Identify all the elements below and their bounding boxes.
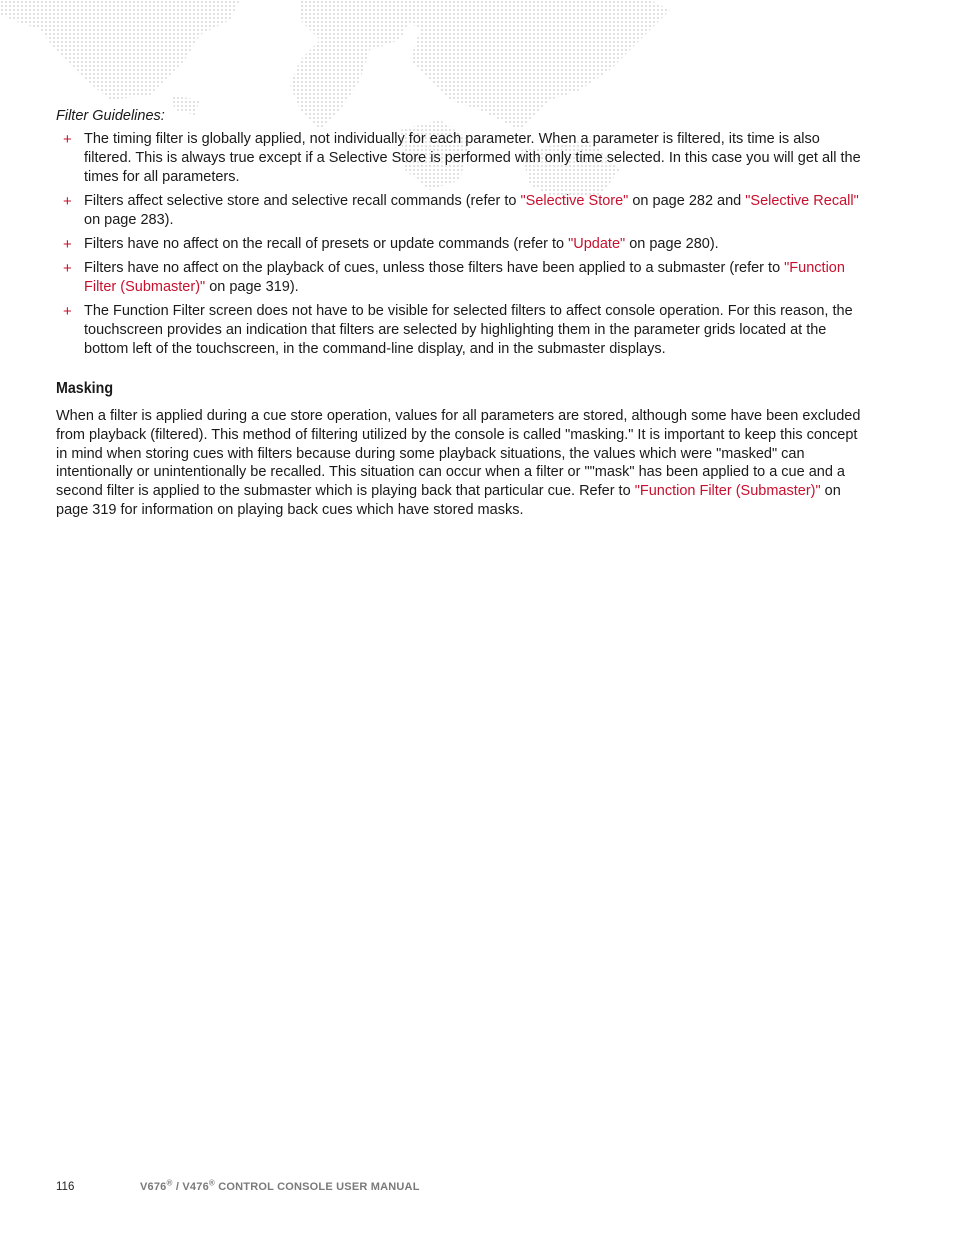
link-function-filter-submaster[interactable]: "Function Filter (Submaster)" (634, 483, 821, 500)
paragraph-text: on page 319 for information on playing back cues which have stored masks. (56, 483, 841, 518)
registered-mark: ® (166, 1178, 173, 1187)
guidelines-list (56, 130, 868, 359)
model-v476: V476 (182, 1180, 209, 1193)
list-item (56, 192, 868, 230)
manual-title (140, 1178, 420, 1193)
list-item-text: Filters affect selective store and selective recall commands (refer to (84, 193, 521, 209)
page-content (56, 108, 868, 520)
list-item (56, 302, 868, 359)
plus-bullet-icon: + (63, 260, 72, 277)
filter-guidelines-title: Filter Guidelines: (56, 108, 165, 124)
list-item (56, 235, 868, 254)
title-separator: / (172, 1180, 183, 1193)
registered-mark: ® (208, 1178, 215, 1187)
list-item (56, 259, 868, 297)
list-item-text: The Function Filter screen does not have to be visible for selected filters to affect console operation. For this reason, the touchscreen provides an indication that filters are selected by highlighting them in the parameter grids located at the bottom left of the touchscreen, in the command-line display, and in the submaster displays. (84, 303, 853, 357)
list-item-text: Filters have no affect on the recall of presets or update commands (refer to (84, 236, 569, 252)
list-item-text: on page 283). (84, 212, 174, 228)
list-item-text: The timing filter is globally applied, not individually for each parameter. When a parameter is filtered, its time is also filtered. This is always true except if a Selective Store is performed with only time selected. In this case you will get all the times for all parameters. (84, 131, 861, 185)
masking-paragraph (56, 407, 868, 520)
plus-bullet-icon: + (63, 131, 72, 148)
list-item-text: Filters have no affect on the playback of cues, unless those filters have been applied to a submaster (refer to (84, 260, 785, 276)
list-item (56, 130, 868, 187)
manual-title-rest: CONTROL CONSOLE USER MANUAL (215, 1180, 420, 1193)
link-update[interactable]: "Update" (568, 236, 626, 252)
plus-bullet-icon: + (63, 193, 72, 210)
link-selective-store[interactable]: "Selective Store" (520, 193, 629, 209)
plus-bullet-icon: + (63, 303, 72, 320)
list-item-text: on page 282 and (628, 193, 746, 209)
plus-bullet-icon: + (63, 236, 72, 253)
page-footer (56, 1178, 420, 1193)
link-function-filter-submaster[interactable]: "Function Filter (Submaster)" (84, 260, 845, 295)
list-item-text: on page 280). (625, 236, 719, 252)
masking-heading: Masking (56, 380, 114, 397)
paragraph-text: When a filter is applied during a cue store operation, values for all parameters are stored, although some have been excluded from playback (filtered). This method of filtering utilized by the console is called "masking." It is important to keep this concept in mind when storing cues with filters because during some playback situations, the values which were "masked" can intentionally or unintentionally be recalled. This situation can occur when a filter or ""mask" has been applied to a cue and a second filter is applied to the submaster which is playing back that particular cue. Refer to (56, 408, 861, 500)
model-v676: V676 (140, 1180, 167, 1193)
page-number: 116 (56, 1180, 75, 1193)
link-selective-recall[interactable]: "Selective Recall" (745, 193, 859, 209)
list-item-text: on page 319). (205, 279, 299, 295)
